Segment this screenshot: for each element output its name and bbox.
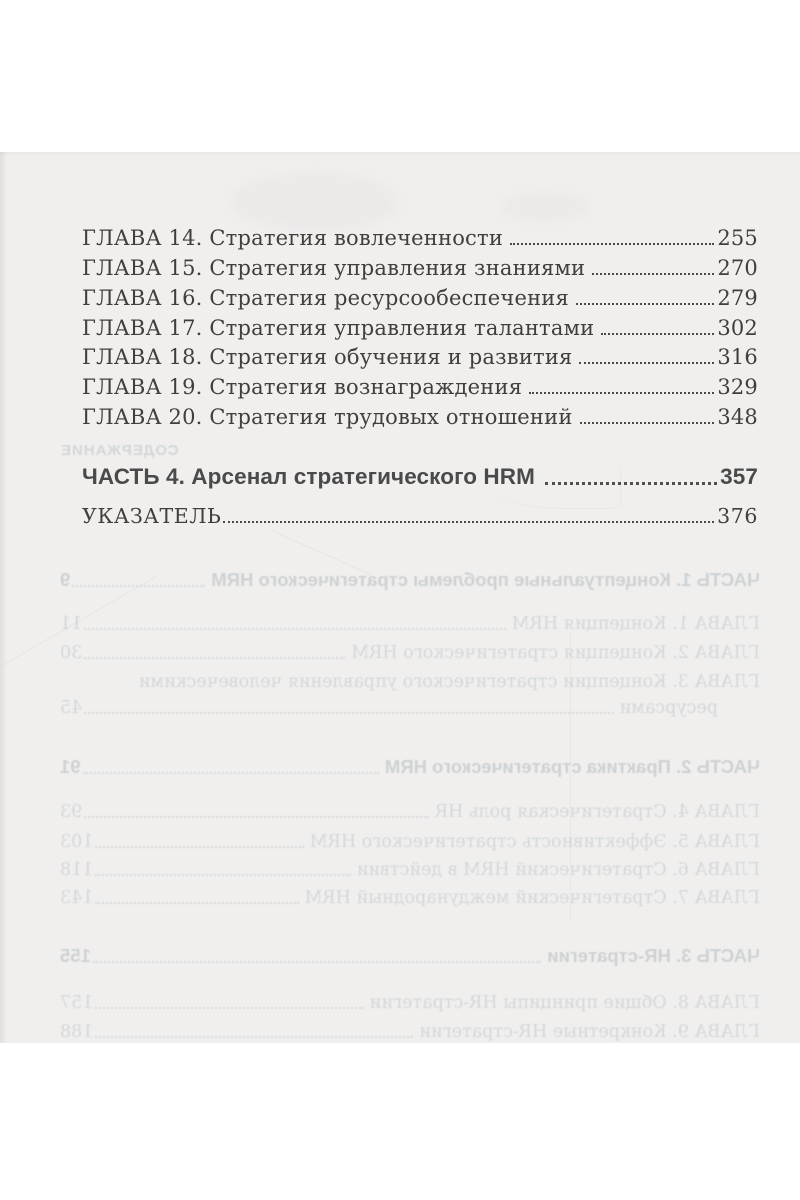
ghost-entry-page: 93 [60,802,83,822]
ghost-entry-page: 91 [60,756,81,777]
toc-entry-label: УКАЗАТЕЛЬ [82,504,222,528]
ghost-contents-header: СОДЕРЖАНИЕ [60,442,179,459]
ghost-toc-entry [60,989,760,1013]
dot-leader [592,273,714,275]
dot-leader [84,816,429,818]
ghost-toc-entry [60,639,760,663]
dot-leader [95,874,350,876]
toc-entry-label: ГЛАВА 17. Стратегия управления талантами [82,316,595,340]
dot-leader [83,772,379,774]
dot-leader [579,362,714,364]
toc-entry-page: 357 [720,464,758,489]
dot-leader [95,902,298,904]
ghost-entry-page: 11 [60,614,83,634]
dot-leader [95,1007,363,1009]
dot-leader [576,303,714,305]
ghost-entry-label: ГЛАВА 9. Конкретные HR-стратегии [419,1022,760,1042]
ghost-entry-page: 188 [60,1022,94,1042]
toc-entry-page: 376 [717,504,758,528]
toc-entry-page: 255 [717,226,758,250]
dot-leader [95,1036,413,1038]
ghost-entry-label: ЧАСТЬ 3. HR-стратегии [547,945,760,966]
toc-entry-chapter-17 [82,312,758,340]
ghost-toc-entry [60,1018,760,1042]
dot-leader [510,243,714,245]
ghost-toc-entry [60,942,760,967]
page-crease [570,632,571,922]
ghost-toc-entry [60,566,760,591]
ghost-toc-entry [60,668,760,692]
toc-entry-label: ЧАСТЬ 4. Арсенал стратегического HRM [82,464,535,489]
toc-entry-label: ГЛАВА 16. Стратегия ресурсообеспечения [82,286,569,310]
ghost-toc-entry [60,610,760,634]
ghost-entry-label: ЧАСТЬ 1. Концептуальные проблемы стратегического HRM [211,569,760,590]
toc-entry-page: 316 [717,345,758,369]
ghost-entry-label: ГЛАВА 1. Концепция HRM [511,614,760,634]
ghost-entry-page: 9 [60,569,71,590]
toc-entry-chapter-18 [82,341,758,369]
ghost-toc-entry [60,694,760,718]
toc-entry-page: 302 [717,316,758,340]
ghost-entry-label: ГЛАВА 5. Эффективность стратегического HRM [309,832,760,852]
toc-entry-page: 329 [717,375,758,399]
toc-entry-chapter-19 [82,371,758,399]
dot-leader [545,482,717,485]
toc-entry-chapter-20 [82,401,758,429]
ghost-entry-page: 45 [60,698,83,718]
toc-entry-label: ГЛАВА 18. Стратегия обучения и развития [82,345,573,369]
ghost-entry-label: ГЛАВА 8. Общие принципы HR-стратегии [369,993,760,1013]
ghost-toc-entry [60,828,760,852]
dot-leader [529,392,714,394]
ghost-entry-label: ГЛАВА 6. Стратегический HRM в действии [356,860,760,880]
ghost-entry-label: ГЛАВА 4. Стратегическая роль HR [434,802,760,822]
dot-leader [223,521,714,523]
toc-entry-page: 270 [717,256,758,280]
ghost-toc-entry [60,856,760,880]
page-smudge [500,192,590,222]
ghost-entry-label: ресурсами [619,698,718,718]
toc-entry-page: 348 [717,405,758,429]
toc-entry-label: ГЛАВА 20. Стратегия трудовых отношений [82,405,573,429]
toc-entry-label: ГЛАВА 15. Стратегия управления знаниями [82,256,586,280]
ghost-toc-entry [60,884,760,908]
dot-leader [84,628,505,630]
ghost-entry-page: 30 [60,643,83,663]
ghost-entry-label: ГЛАВА 7. Стратегический международный HRM [304,888,760,908]
toc-entry-chapter-15 [82,252,758,280]
dot-leader [580,422,715,424]
toc-entry-chapter-16 [82,282,758,310]
dot-leader [84,712,613,714]
ghost-entry-page: 155 [60,945,91,966]
ghost-entry-label: ЧАСТЬ 2. Практика стратегического HRM [384,756,760,777]
dot-leader [95,846,303,848]
toc-entry-page: 279 [717,286,758,310]
ghost-toc-entry [60,798,760,822]
ghost-toc-entry [60,753,760,778]
toc-entry-label: ГЛАВА 19. Стратегия вознаграждения [82,375,523,399]
ghost-entry-label: ГЛАВА 3. Концепции стратегического управления человеческими [138,672,760,692]
ghost-entry-label: ГЛАВА 2. Концепция стратегического HRM [351,643,760,663]
ghost-entry-page: 118 [60,860,94,880]
toc-entry-label: ГЛАВА 14. Стратегия вовлеченности [82,226,504,250]
toc-entry-index [82,500,758,528]
dot-leader [84,657,345,659]
toc-entry-chapter-14 [82,222,758,250]
ghost-entry-page: 143 [60,888,94,908]
dot-leader [601,333,714,335]
toc-entry-part-4 [82,460,758,490]
ghost-entry-page: 157 [60,993,94,1013]
ghost-entry-page: 103 [60,832,94,852]
dot-leader [93,961,541,963]
